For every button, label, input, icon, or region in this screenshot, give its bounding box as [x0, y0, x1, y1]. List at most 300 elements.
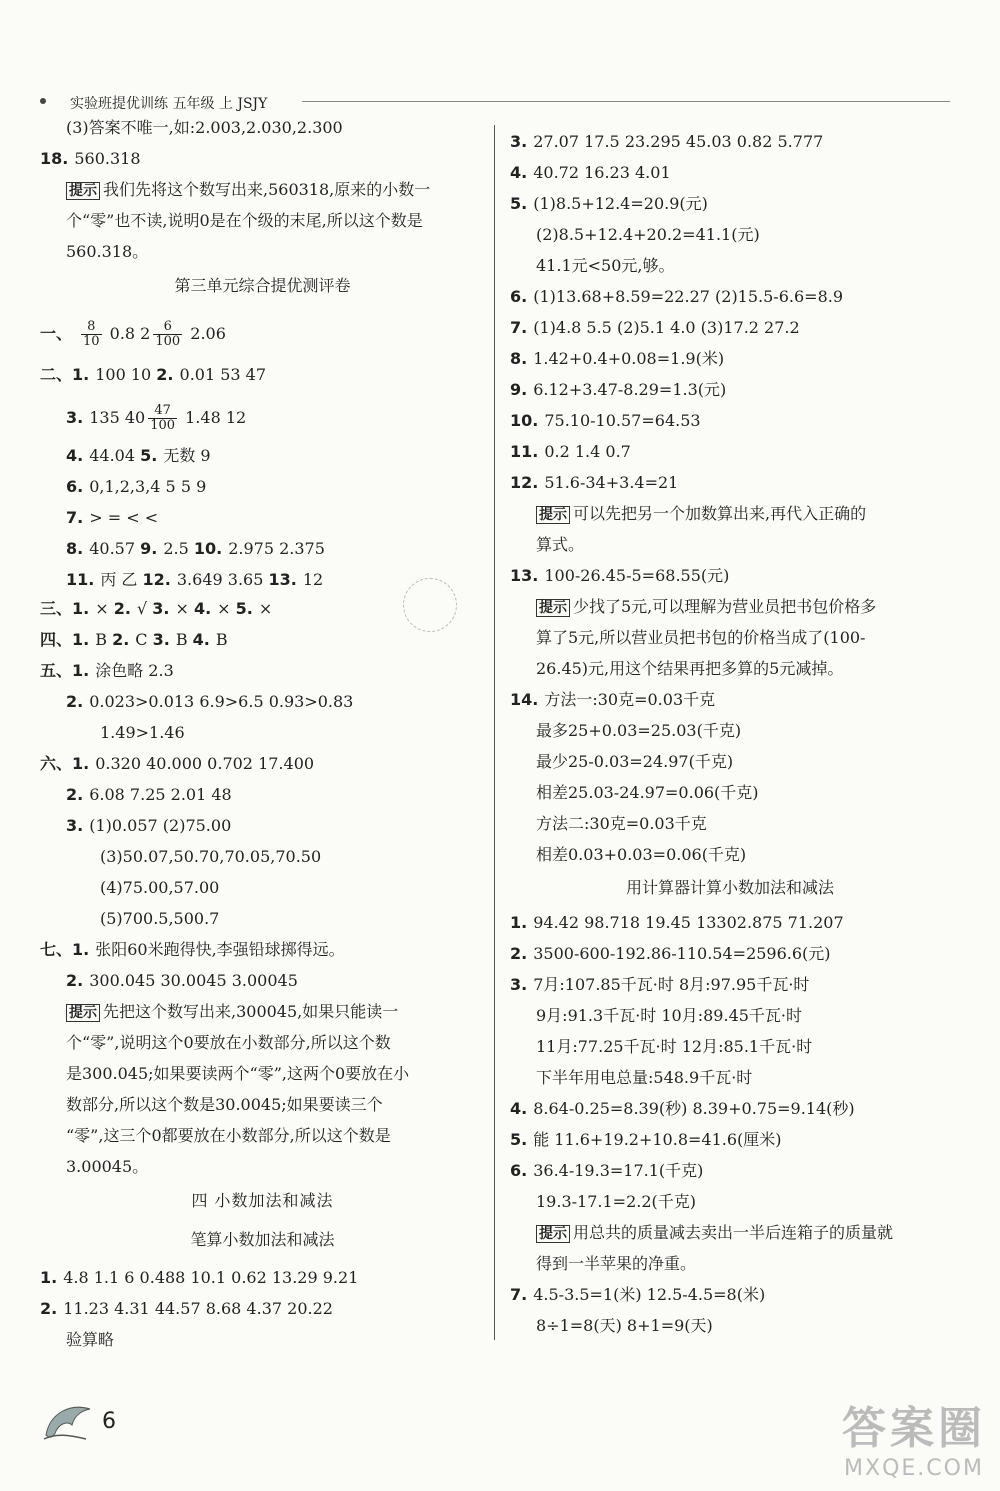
answer-text: 36.4-19.3=17.1(千克)	[533, 1161, 704, 1180]
answer-text: B	[175, 630, 193, 649]
line-content	[536, 659, 843, 678]
answer-line	[510, 1225, 950, 1241]
line-content	[536, 1254, 696, 1273]
line-content	[536, 1192, 696, 1211]
answer-text: 下半年用电总量:548.9千瓦·时	[536, 1068, 753, 1087]
line-content	[66, 180, 430, 199]
answer-line	[40, 213, 485, 229]
answer-line	[510, 1008, 950, 1024]
hint-tag: 提示	[536, 599, 570, 617]
answer-text: (4)75.00,57.00	[100, 878, 220, 897]
item-number: 四、1.	[40, 630, 90, 649]
item-number: 1.	[40, 1268, 58, 1287]
answer-line	[510, 320, 950, 336]
item-number: 5.	[510, 194, 528, 213]
answer-text: 41.1元<50元,够。	[536, 256, 675, 275]
answer-text: 560.318	[74, 149, 141, 168]
answer-text: 12	[302, 570, 324, 589]
item-number: 13.	[268, 570, 297, 589]
column-divider	[494, 125, 495, 1340]
line-content	[66, 1157, 148, 1176]
answer-text: 40.72 16.23 4.01	[533, 163, 671, 182]
line-content	[40, 940, 345, 959]
answer-text: 2.975 2.375	[228, 539, 325, 558]
item-number: 2.	[112, 630, 130, 649]
line-content	[66, 816, 231, 835]
header-rule	[302, 101, 950, 102]
answer-text: (2)8.5+12.4+20.2=41.1(元)	[536, 225, 760, 244]
line-content	[66, 242, 148, 261]
answer-text: 40.57	[89, 539, 141, 558]
line-content	[536, 1316, 713, 1335]
answer-text: (3)答案不唯一,如:2.003,2.030,2.300	[66, 118, 343, 137]
answer-line	[510, 946, 950, 962]
answer-line	[40, 818, 485, 834]
answer-text: 6.12+3.47-8.29=1.3(元)	[533, 380, 727, 399]
answer-text: 2.5	[163, 539, 194, 558]
line-content	[66, 570, 323, 589]
item-number: 12.	[142, 570, 171, 589]
item-number: 4.	[193, 599, 212, 618]
answer-line	[510, 289, 950, 305]
item-number: 11.	[66, 570, 95, 589]
answer-line	[510, 1318, 950, 1334]
answer-text: 可以先把另一个加数算出来,再代入正确的	[573, 504, 867, 523]
section-heading: 第三单元综合提优测评卷	[174, 276, 351, 295]
item-number: 4.	[510, 163, 528, 182]
line-content	[40, 630, 228, 649]
line-content	[510, 566, 729, 585]
answer-text: 数部分,所以这个数是30.0045;如果要读三个	[66, 1095, 383, 1114]
item-number: 18.	[40, 149, 69, 168]
item-number: 10.	[510, 411, 539, 430]
answer-text: 算了5元,所以营业员把书包的价格当成了(100-	[536, 628, 866, 647]
answer-line	[510, 785, 950, 801]
item-number: 8.	[66, 539, 84, 558]
line-content	[66, 1095, 383, 1114]
line-content	[66, 971, 298, 990]
answer-line	[40, 973, 485, 989]
answer-text: 94.42 98.718 19.45 13302.875 71.207	[533, 913, 844, 932]
line-content	[536, 845, 746, 864]
hint-tag: 提示	[66, 1004, 100, 1022]
item-number: 2.	[40, 1299, 58, 1318]
item-number: 3.	[152, 599, 170, 618]
line-content	[66, 118, 343, 137]
line-content	[536, 1223, 893, 1242]
answer-line	[510, 723, 950, 739]
answer-line	[40, 1004, 485, 1020]
fraction	[148, 404, 177, 432]
answer-line	[510, 915, 950, 931]
item-number: 7.	[510, 1285, 528, 1304]
answer-line	[40, 725, 485, 741]
header-title: 实验班提优训练 五年级 上 JSJY	[70, 96, 268, 112]
answer-text: 19.3-17.1=2.2(千克)	[536, 1192, 696, 1211]
answer-line	[510, 1256, 950, 1272]
line-content	[536, 1037, 812, 1056]
answer-text: 涂色略 2.3	[95, 661, 174, 680]
bullet-icon	[40, 98, 46, 104]
fraction-denominator: 100	[150, 417, 176, 433]
item-number: 1.	[510, 913, 528, 932]
answer-line	[40, 182, 485, 198]
answer-text: 100-26.45-5=68.55(元)	[544, 566, 730, 585]
item-number: 3.	[510, 975, 528, 994]
answer-line	[510, 1070, 950, 1086]
item-number: 7.	[66, 508, 84, 527]
item-number: 2.	[113, 599, 131, 618]
answer-text: 1.49>1.46	[100, 723, 185, 742]
answer-text: 27.07 17.5 23.295 45.03 0.82 5.777	[533, 132, 824, 151]
item-number: 14.	[510, 690, 539, 709]
answer-line	[510, 599, 950, 615]
line-content	[510, 349, 724, 368]
answer-line	[510, 475, 950, 491]
answer-line	[510, 692, 950, 708]
fraction-denominator: 100	[155, 333, 181, 349]
answer-text: 3500-600-192.86-110.54=2596.6(元)	[533, 944, 831, 963]
answer-text: 0.2 1.4 0.7	[544, 442, 631, 461]
line-content	[510, 944, 831, 963]
line-content	[510, 163, 671, 182]
answer-text: 3.649 3.65	[176, 570, 269, 589]
answer-text: 最少25-0.03=24.97(千克)	[536, 752, 734, 771]
answer-text: 我们先将这个数写出来,560318,原来的小数一	[103, 180, 431, 199]
item-number: 3.	[66, 816, 84, 835]
answer-line	[510, 1101, 950, 1117]
line-content	[100, 723, 185, 742]
answer-line	[40, 911, 485, 927]
answer-line	[40, 1270, 485, 1286]
watermark	[842, 1392, 986, 1481]
answer-text: 8÷1=8(天) 8+1=9(天)	[536, 1316, 713, 1335]
answer-line	[40, 663, 485, 679]
answer-text: ×	[258, 599, 273, 618]
answer-text: 44.04	[89, 446, 141, 465]
line-content	[536, 535, 584, 554]
watermark-url: MXQE.COM	[844, 1456, 984, 1481]
hint-tag: 提示	[536, 1225, 570, 1243]
answer-line	[40, 404, 485, 432]
line-content	[536, 814, 707, 833]
line-content	[510, 318, 800, 337]
item-number: 5.	[235, 599, 253, 618]
item-number: 6.	[510, 287, 528, 306]
item-number: 3.	[510, 132, 528, 151]
line-content	[40, 661, 174, 680]
watermark-logo-text: 答案圈	[842, 1403, 986, 1454]
line-content	[536, 721, 741, 740]
item-number: 4.	[192, 630, 210, 649]
line-content	[510, 132, 823, 151]
answer-line	[510, 165, 950, 181]
line-content	[40, 365, 266, 384]
answer-line	[40, 1128, 485, 1144]
item-number: 六、1.	[40, 754, 90, 773]
answer-text: ×	[175, 599, 194, 618]
answer-text: (1)0.057 (2)75.00	[89, 816, 232, 835]
item-number: 2.	[66, 971, 84, 990]
item-number: 10.	[193, 539, 223, 558]
item-number: 3.	[66, 407, 84, 427]
answer-text: B	[95, 630, 113, 649]
answer-line	[40, 244, 485, 260]
item-number: 9.	[510, 380, 528, 399]
line-content	[510, 1099, 855, 1118]
answer-line	[40, 694, 485, 710]
line-content	[66, 508, 158, 527]
answer-text: 方法二:30克=0.03千克	[536, 814, 707, 833]
answer-text: 无数 9	[163, 446, 211, 465]
answer-line	[40, 787, 485, 803]
answer-line	[40, 1159, 485, 1175]
answer-line	[510, 1132, 950, 1148]
item-number: 4.	[66, 446, 84, 465]
answer-text: 51.6-34+3.4=21	[544, 473, 679, 492]
answer-text: 3.00045。	[66, 1157, 149, 1176]
item-number: 五、1.	[40, 661, 90, 680]
item-number: 3.	[152, 630, 170, 649]
item-number: 二、1.	[40, 365, 90, 384]
line-content	[536, 597, 876, 616]
item-number: 2.	[156, 365, 174, 384]
answer-line	[510, 444, 950, 460]
line-content	[66, 1126, 391, 1145]
answer-line	[40, 448, 485, 464]
answer-text: (3)50.07,50.70,70.05,70.50	[100, 847, 322, 866]
answer-line	[510, 413, 950, 429]
answer-text: (5)700.5,500.7	[100, 909, 220, 928]
answer-text: (1)8.5+12.4=20.9(元)	[533, 194, 708, 213]
answer-text: 验算略	[66, 1330, 115, 1349]
answer-line	[510, 816, 950, 832]
line-content	[510, 473, 678, 492]
answer-line	[40, 320, 485, 348]
line-content	[66, 477, 206, 496]
answer-line	[40, 1332, 485, 1348]
line-content	[510, 913, 844, 932]
line-content	[40, 754, 314, 773]
answer-text: 26.45)元,用这个结果再把多算的5元减掉。	[536, 659, 844, 678]
answer-line	[510, 227, 950, 243]
answer-text: C	[135, 630, 153, 649]
answer-text: 8.64-0.25=8.39(秒) 8.39+0.75=9.14(秒)	[533, 1099, 855, 1118]
answer-text: B	[215, 630, 228, 649]
fraction	[153, 320, 182, 348]
line-content	[66, 403, 247, 433]
line-content	[66, 1330, 114, 1349]
section-heading: 笔算小数加法和减法	[190, 1230, 335, 1249]
line-content	[40, 599, 272, 618]
line-content	[40, 1299, 333, 1318]
line-content	[66, 1064, 409, 1083]
stamp-mark	[403, 578, 457, 632]
line-content	[510, 1285, 765, 1304]
answer-text: 相差25.03-24.97=0.06(千克)	[536, 783, 759, 802]
answer-line	[510, 568, 950, 584]
answer-line	[40, 120, 485, 136]
answer-line	[40, 1097, 485, 1113]
line-content	[40, 149, 141, 168]
answer-line	[40, 1066, 485, 1082]
item-number: 一、	[40, 323, 73, 343]
answer-line	[510, 258, 950, 274]
answer-line	[510, 506, 950, 522]
answer-line	[40, 541, 485, 557]
answer-line	[510, 537, 950, 553]
item-number: 5.	[510, 1130, 528, 1149]
page-number: 6	[102, 1409, 116, 1434]
answer-text: 少找了5元,可以理解为营业员把书包价格多	[573, 597, 877, 616]
answer-text: 最多25+0.03=25.03(千克)	[536, 721, 742, 740]
line-content	[510, 1130, 782, 1149]
fraction	[81, 320, 102, 348]
line-content	[536, 1068, 752, 1087]
answer-text: 方法一:30克=0.03千克	[544, 690, 716, 709]
line-content	[510, 1161, 703, 1180]
item-number: 13.	[510, 566, 539, 585]
section-heading: 用计算器计算小数加法和减法	[625, 878, 834, 897]
answer-line	[40, 756, 485, 772]
line-content	[66, 1033, 391, 1052]
answer-line	[40, 479, 485, 495]
answer-line	[510, 1287, 950, 1303]
line-content	[536, 783, 759, 802]
answer-text: 个“零”,说明这个0要放在小数部分,所以这个数	[66, 1033, 391, 1052]
answer-text: 1.48 12	[180, 407, 247, 427]
answer-text: 是300.045;如果要读两个“零”,这两个0要放在小	[66, 1064, 410, 1083]
answer-text: > = < <	[89, 508, 159, 527]
item-number: 2.	[510, 944, 528, 963]
line-content	[510, 287, 843, 306]
answer-line	[40, 1301, 485, 1317]
answer-text: 0.320 40.000 0.702 17.400	[95, 754, 315, 773]
item-number: 七、1.	[40, 940, 90, 959]
fraction-numerator: 47	[148, 404, 177, 419]
answer-line	[510, 661, 950, 677]
line-content	[40, 1268, 358, 1287]
answer-line	[510, 134, 950, 150]
line-content	[510, 411, 701, 430]
line-content	[510, 690, 715, 709]
answer-text: “零”,这三个0都要放在小数部分,所以这个数是	[66, 1126, 391, 1145]
answer-text: 75.10-10.57=64.53	[544, 411, 701, 430]
line-content	[40, 319, 226, 349]
answer-text: 4.5-3.5=1(米) 12.5-4.5=8(米)	[533, 1285, 766, 1304]
page-footer	[40, 1395, 120, 1445]
line-content	[100, 878, 219, 897]
fraction-numerator: 8	[81, 320, 102, 335]
item-number: 7.	[510, 318, 528, 337]
item-number: 2.	[66, 692, 84, 711]
answer-text: 100 10	[95, 365, 157, 384]
answer-text: 0,1,2,3,4 5 5 9	[89, 477, 207, 496]
answer-line	[40, 942, 485, 958]
answer-text: 0.01 53 47	[179, 365, 267, 384]
line-content	[66, 539, 325, 558]
line-content	[100, 909, 219, 928]
item-number: 2.	[66, 785, 84, 804]
answer-text: 9月:91.3千瓦·时 10月:89.45千瓦·时	[536, 1006, 803, 1025]
line-content	[536, 225, 760, 244]
answer-text: 张阳60米跑得快,李强铅球掷得远。	[95, 940, 345, 959]
line-content	[66, 1002, 398, 1021]
answer-line	[510, 977, 950, 993]
line-content	[510, 442, 631, 461]
line-content	[100, 847, 321, 866]
answer-line	[40, 1035, 485, 1051]
answer-text: 丙 乙	[100, 570, 143, 589]
item-number: 12.	[510, 473, 539, 492]
answer-text: 11.23 4.31 44.57 8.68 4.37 20.22	[63, 1299, 333, 1318]
line-content	[536, 1006, 802, 1025]
answer-text: (1)13.68+8.59=22.27 (2)15.5-6.6=8.9	[533, 287, 844, 306]
item-number: 6.	[66, 477, 84, 496]
hint-tag: 提示	[536, 506, 570, 524]
answer-text: 7月:107.85千瓦·时 8月:97.95千瓦·时	[533, 975, 810, 994]
line-content	[66, 446, 211, 465]
answer-text: 得到一半苹果的净重。	[536, 1254, 697, 1273]
answer-line	[40, 849, 485, 865]
answer-text: 1.42+0.4+0.08=1.9(米)	[533, 349, 725, 368]
answer-line	[510, 1163, 950, 1179]
line-content	[536, 504, 866, 523]
answer-text: 11月:77.25千瓦·时 12月:85.1千瓦·时	[536, 1037, 813, 1056]
dolphin-icon	[40, 1395, 100, 1445]
line-content	[510, 194, 708, 213]
answer-text: 个“零”也不读,说明0是在个级的末尾,所以这个数是	[66, 211, 423, 230]
answer-text: 6.08 7.25 2.01 48	[89, 785, 232, 804]
answer-text: 4.8 1.1 6 0.488 10.1 0.62 13.29 9.21	[63, 1268, 359, 1287]
section-heading: 四 小数加法和减法	[191, 1191, 334, 1210]
item-number: 8.	[510, 349, 528, 368]
answer-text: 先把这个数写出来,300045,如果只能读一	[103, 1002, 399, 1021]
answer-text: ×	[217, 599, 236, 618]
answer-line	[40, 151, 485, 167]
line-content	[66, 785, 232, 804]
item-number: 三、1.	[40, 599, 90, 618]
answer-line	[510, 196, 950, 212]
line-content	[66, 211, 423, 230]
item-number: 11.	[510, 442, 539, 461]
answer-text: (1)4.8 5.5 (2)5.1 4.0 (3)17.2 27.2	[533, 318, 800, 337]
answer-line	[40, 632, 485, 648]
fraction-numerator: 6	[153, 320, 182, 335]
answer-text: 能 11.6+19.2+10.8=41.6(厘米)	[533, 1130, 782, 1149]
answer-text: 用总共的质量减去卖出一半后连箱子的质量就	[573, 1223, 894, 1242]
item-number: 5.	[140, 446, 158, 465]
answer-line	[40, 880, 485, 896]
answer-line	[510, 1039, 950, 1055]
fraction-denominator: 10	[83, 333, 100, 349]
answer-text: √	[136, 599, 153, 618]
answer-line	[510, 630, 950, 646]
item-number: 6.	[510, 1161, 528, 1180]
answer-line	[40, 367, 485, 383]
line-content	[536, 752, 733, 771]
answer-text: 135 40	[89, 407, 146, 427]
line-content	[510, 975, 809, 994]
item-number: 9.	[140, 539, 158, 558]
answer-line	[510, 351, 950, 367]
answer-text: 0.8 2	[104, 323, 151, 343]
answer-line	[510, 847, 950, 863]
answer-line	[510, 382, 950, 398]
line-content	[66, 692, 353, 711]
answer-text: 相差0.03+0.03=0.06(千克)	[536, 845, 747, 864]
answer-text: 0.023>0.013 6.9>6.5 0.93>0.83	[89, 692, 354, 711]
